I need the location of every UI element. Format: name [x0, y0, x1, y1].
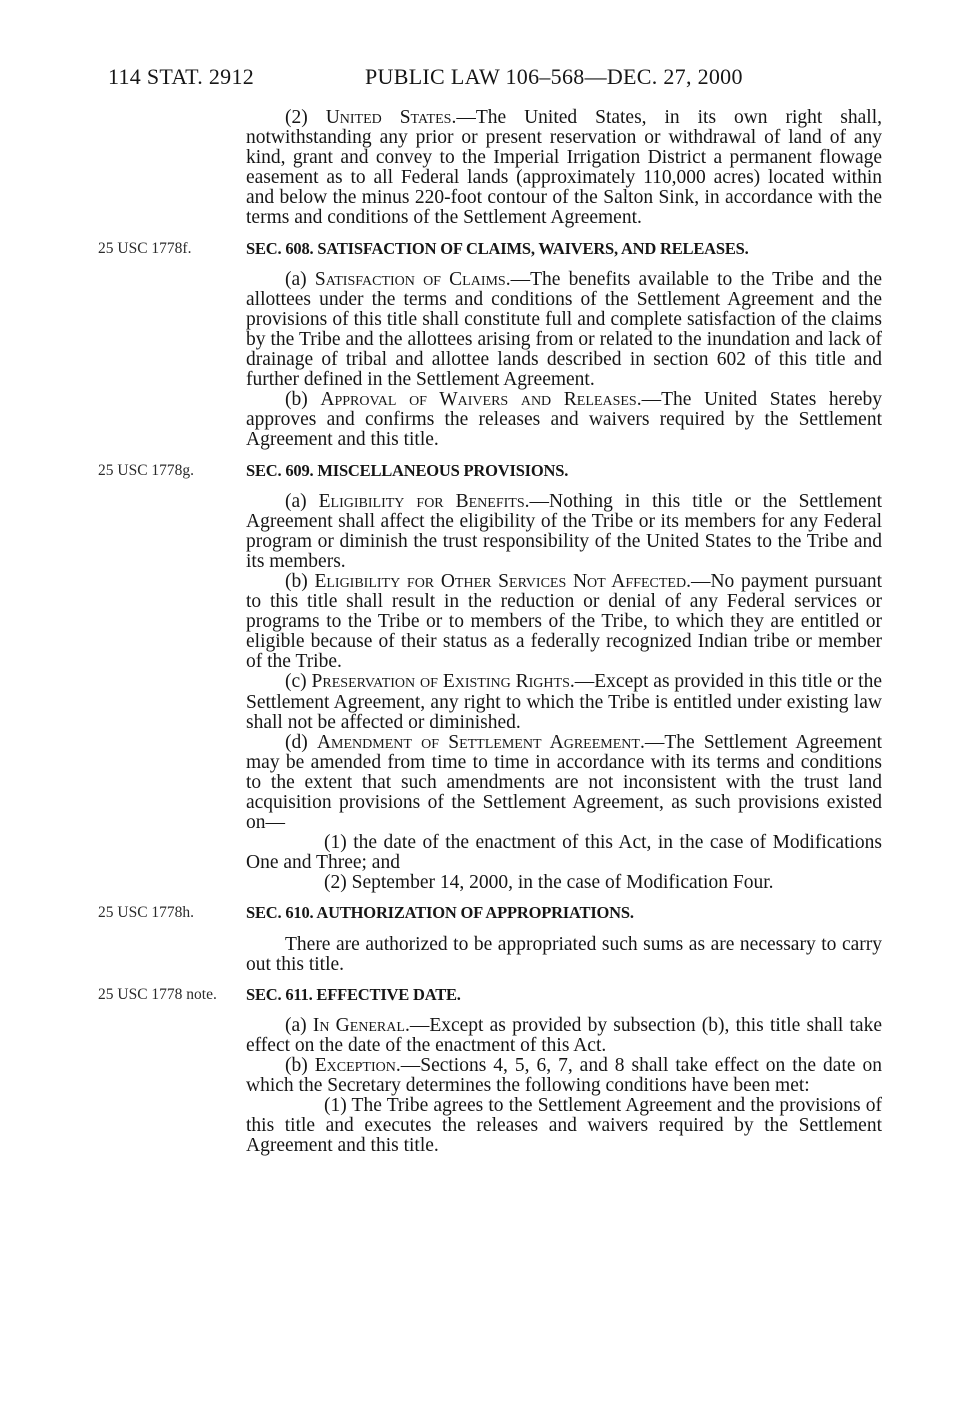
paragraph-heading: Eligibility for Benefits — [318, 490, 525, 512]
statute-text — [98, 107, 882, 1157]
paragraph-number: (b) — [285, 1055, 315, 1077]
paragraph-heading: Approval of Waivers and Releases — [320, 389, 637, 411]
paragraph-heading: Exception — [314, 1055, 396, 1077]
subsection-611a — [246, 1016, 882, 1056]
paragraph-body: .—The United States hereby approves and confirms the releases and waivers required by the Settlement Agreement and this title. — [246, 389, 882, 451]
paragraph-number: (d) — [285, 731, 317, 753]
paragraph-2-united-states — [246, 108, 882, 229]
margin-citation: 25 USC 1778 note. — [98, 985, 217, 1003]
paragraph-heading: Satisfaction of Claims — [314, 268, 506, 290]
page-reference: 114 STAT. 2912 — [108, 64, 255, 89]
paragraph-heading: In General — [312, 1014, 405, 1036]
paragraph-body: .—Nothing in this title or the Settlement Agreement shall affect the eligibility of the Tribe or its members for any Federal program or diminish the trust responsibility of the United States to the Tribe and its members. — [246, 490, 882, 572]
section-heading: SEC. 608. SATISFACTION OF CLAIMS, WAIVERS, AND RELEASES. — [246, 238, 749, 258]
paragraph-number: (c) — [285, 671, 312, 693]
clause-609d-1: (1) the date of the enactment of this Act, in the case of Modifications One and Three; and — [246, 832, 882, 874]
paragraph-number: (a) — [285, 268, 315, 290]
section-heading: SEC. 611. EFFECTIVE DATE. — [246, 984, 461, 1004]
section-609 — [98, 460, 882, 481]
section-heading: SEC. 610. AUTHORIZATION OF APPROPRIATIONS. — [246, 903, 634, 923]
section-610 — [98, 903, 882, 923]
margin-citation: 25 USC 1778f. — [98, 239, 192, 257]
section-heading: SEC. 609. MISCELLANEOUS PROVISIONS. — [246, 460, 569, 480]
paragraph-number: (a) — [285, 490, 319, 512]
clause-609d-2: (2) September 14, 2000, in the case of Modification Four. — [324, 872, 774, 894]
paragraph-body: .—No payment pursuant to this title shall result in the reduction or denial of any Federal services or programs to the Tribe or to members of the Tribe, to which they are entitled or eligible because of their status as a federally recognized Indian tribe or member of the Tribe. — [246, 570, 882, 673]
paragraph-heading: Preservation of Existing Rights — [311, 671, 570, 693]
paragraph-body: .—The United States, in its own right shall, notwithstanding any prior or present reservation or withdrawal of land of any kind, grant and convey to the Imperial Irrigation District a permanent flowage easement as to all Federal lands (approximately 110,000 acres) located within and below the minus 220-foot contour of the Salton Sink, in accordance with the terms and conditions of the Settlement Agreement. — [246, 107, 882, 229]
paragraph-body: .—Sections 4, 5, 6, 7, and 8 shall take effect on the date on which the Secretary determines the following conditions have been met: — [246, 1055, 882, 1097]
paragraph-body: .—The benefits available to the Tribe and the allottees under the terms and conditions of the Settlement Agreement and the provisions of this title shall constitute full and complete satisfaction of the claims by the Tribe and the allottees arising from or related to the inundation and lack of drainage of tribal and allottee lands described in section 602 of this title and further defined in the Settlement Agreement. — [246, 268, 882, 391]
paragraph-body: .—Except as provided in this title or the Settlement Agreement, any right to which the Tribe is entitled under existing law shall not be affected or diminished. — [246, 671, 882, 733]
paragraph-number: (b) — [285, 389, 321, 411]
paragraph-number: (a) — [285, 1014, 313, 1036]
paragraph-body: .—Except as provided by subsection (b), this title shall take effect on the date of the enactment of this Act. — [246, 1014, 882, 1056]
paragraph-heading: United States — [325, 107, 452, 128]
subsection-608a — [246, 270, 882, 391]
margin-citation: 25 USC 1778h. — [98, 904, 195, 922]
paragraph-body: .—The Settlement Agreement may be amended from time to time in accordance with its terms and conditions to the extent that such amendments are not inconsistent with the trust land acquisition provisions of the Settlement Agreement, as such provisions existed on— — [246, 731, 882, 834]
margin-citation: 25 USC 1778g. — [98, 461, 195, 479]
page-header — [108, 64, 888, 94]
paragraph-number: (b) — [285, 570, 315, 592]
subsection-609c — [246, 672, 882, 732]
subsection-608b — [246, 390, 882, 450]
paragraph-number: (2) — [285, 107, 326, 128]
subsection-609b — [246, 572, 882, 672]
paragraph-heading: Eligibility for Other Services Not Affected — [314, 570, 687, 592]
subsection-611b — [246, 1056, 882, 1096]
paragraph-heading: Amendment of Settlement Agreement — [316, 731, 640, 753]
running-head: PUBLIC LAW 106–568—DEC. 27, 2000 — [365, 64, 743, 89]
clause-611b-1: (1) The Tribe agrees to the Settlement Agreement and the provisions of this title and executes the releases and waivers required by the Settlement Agreement and this title. — [246, 1095, 882, 1157]
section-611 — [98, 984, 882, 1005]
section-610-text: There are authorized to be appropriated such sums as are necessary to carry out this title. — [246, 933, 882, 975]
section-608 — [98, 238, 882, 259]
subsection-609a — [246, 492, 882, 572]
subsection-609d — [246, 733, 882, 833]
